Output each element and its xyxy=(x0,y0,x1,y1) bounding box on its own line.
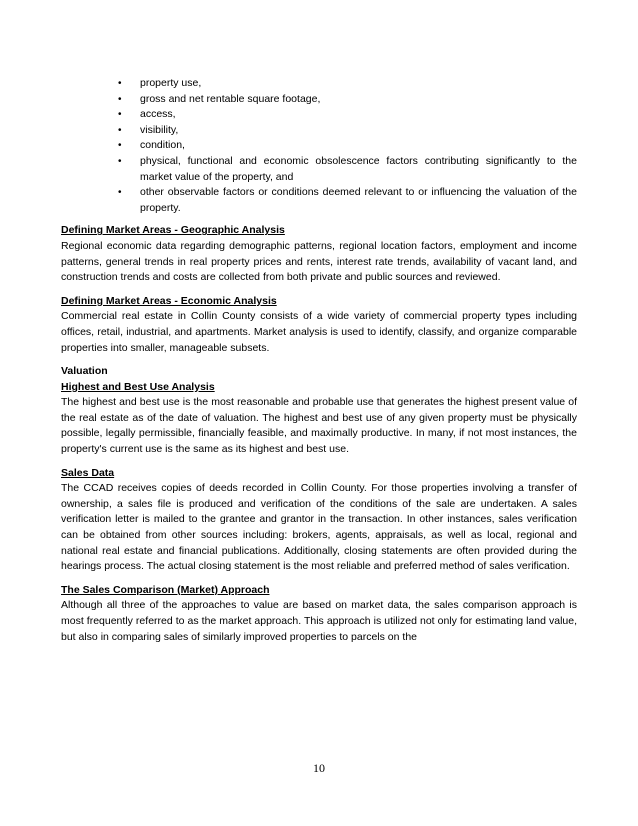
section-paragraph: The CCAD receives copies of deeds recorded in Collin County. For those properties involving a transfer of ownership, a sales file is produced and verification of the conditions of the sale are undertaken. A sales verification letter is mailed to the grantee and grantor in the transaction. In other instances, sales verification can be obtained from other sources including: brokers, agents, appraisals, as well as local, regional and national real estate and financial publications. Additionally, closing statements are often provided during the hearings process. The actual closing statement is the most reliable and preferred method of sales verification. xyxy=(61,482,577,573)
bullet-icon: • xyxy=(118,78,122,89)
section-economic-analysis xyxy=(61,294,577,356)
section-heading: Sales Data xyxy=(61,466,115,479)
list-item xyxy=(117,123,577,139)
section-paragraph: The highest and best use is the most reasonable and probable use that generates the highest present value of the real estate as of the date of valuation. The highest and best use of any given property must be physically possible, legally permissible, financially feasible, and maximally productive. In many, if not most instances, the property's current use is the same as its highest and best use. xyxy=(61,396,577,456)
list-item-text: property use, xyxy=(140,77,202,89)
list-item xyxy=(117,107,577,123)
section-heading: Highest and Best Use Analysis xyxy=(61,380,215,393)
section-paragraph: Commercial real estate in Collin County consists of a wide variety of commercial property types including offices, retail, industrial, and apartments. Market analysis is used to identify, classify, and organize comparable properties into smaller, manageable subsets. xyxy=(61,310,577,354)
bullet-icon: • xyxy=(118,155,122,167)
list-item xyxy=(117,92,577,108)
list-item xyxy=(117,185,577,216)
list-item xyxy=(117,76,577,92)
bullet-list xyxy=(61,76,577,216)
bullet-icon: • xyxy=(118,124,122,136)
section-paragraph: Although all three of the approaches to value are based on market data, the sales comparison approach is most frequently referred to as the market approach. This approach is utilized not only for estimating land value, but also in comparing sales of similarly improved properties to parcels on the xyxy=(61,599,577,643)
section-title: Valuation xyxy=(61,365,108,378)
section-heading: The Sales Comparison (Market) Approach xyxy=(61,583,270,596)
section-heading: Defining Market Areas - Geographic Analysis xyxy=(61,224,285,237)
section-heading: Defining Market Areas - Economic Analysis xyxy=(61,294,277,307)
list-item-text: gross and net rentable square footage, xyxy=(140,92,321,105)
list-item-text: physical, functional and economic obsolescence factors contributing significantly to the market value of the property, and xyxy=(140,154,577,183)
section-sales-data xyxy=(61,466,577,575)
list-item-text: other observable factors or conditions deemed relevant to or influencing the valuation of the property. xyxy=(140,186,577,214)
list-item-text: condition, xyxy=(140,139,185,152)
section-geographic-analysis xyxy=(61,223,577,285)
section-sales-comparison xyxy=(61,583,577,645)
section-valuation xyxy=(61,364,577,458)
bullet-icon: • xyxy=(118,109,122,121)
list-item xyxy=(117,138,577,154)
list-item-text: visibility, xyxy=(140,123,179,136)
bullet-icon: • xyxy=(118,140,122,152)
bullet-icon: • xyxy=(118,93,122,105)
document-page xyxy=(61,76,577,653)
page-number: 10 xyxy=(313,761,325,775)
section-paragraph: Regional economic data regarding demographic patterns, regional location factors, employment and income patterns, general trends in real property prices and rents, interest rate trends, availability of vacant land, and construction trends and costs are collected from both private and public sources and reviewed. xyxy=(61,239,577,284)
list-item-text: access, xyxy=(140,108,176,121)
bullet-icon: • xyxy=(118,187,122,199)
list-item xyxy=(117,154,577,185)
